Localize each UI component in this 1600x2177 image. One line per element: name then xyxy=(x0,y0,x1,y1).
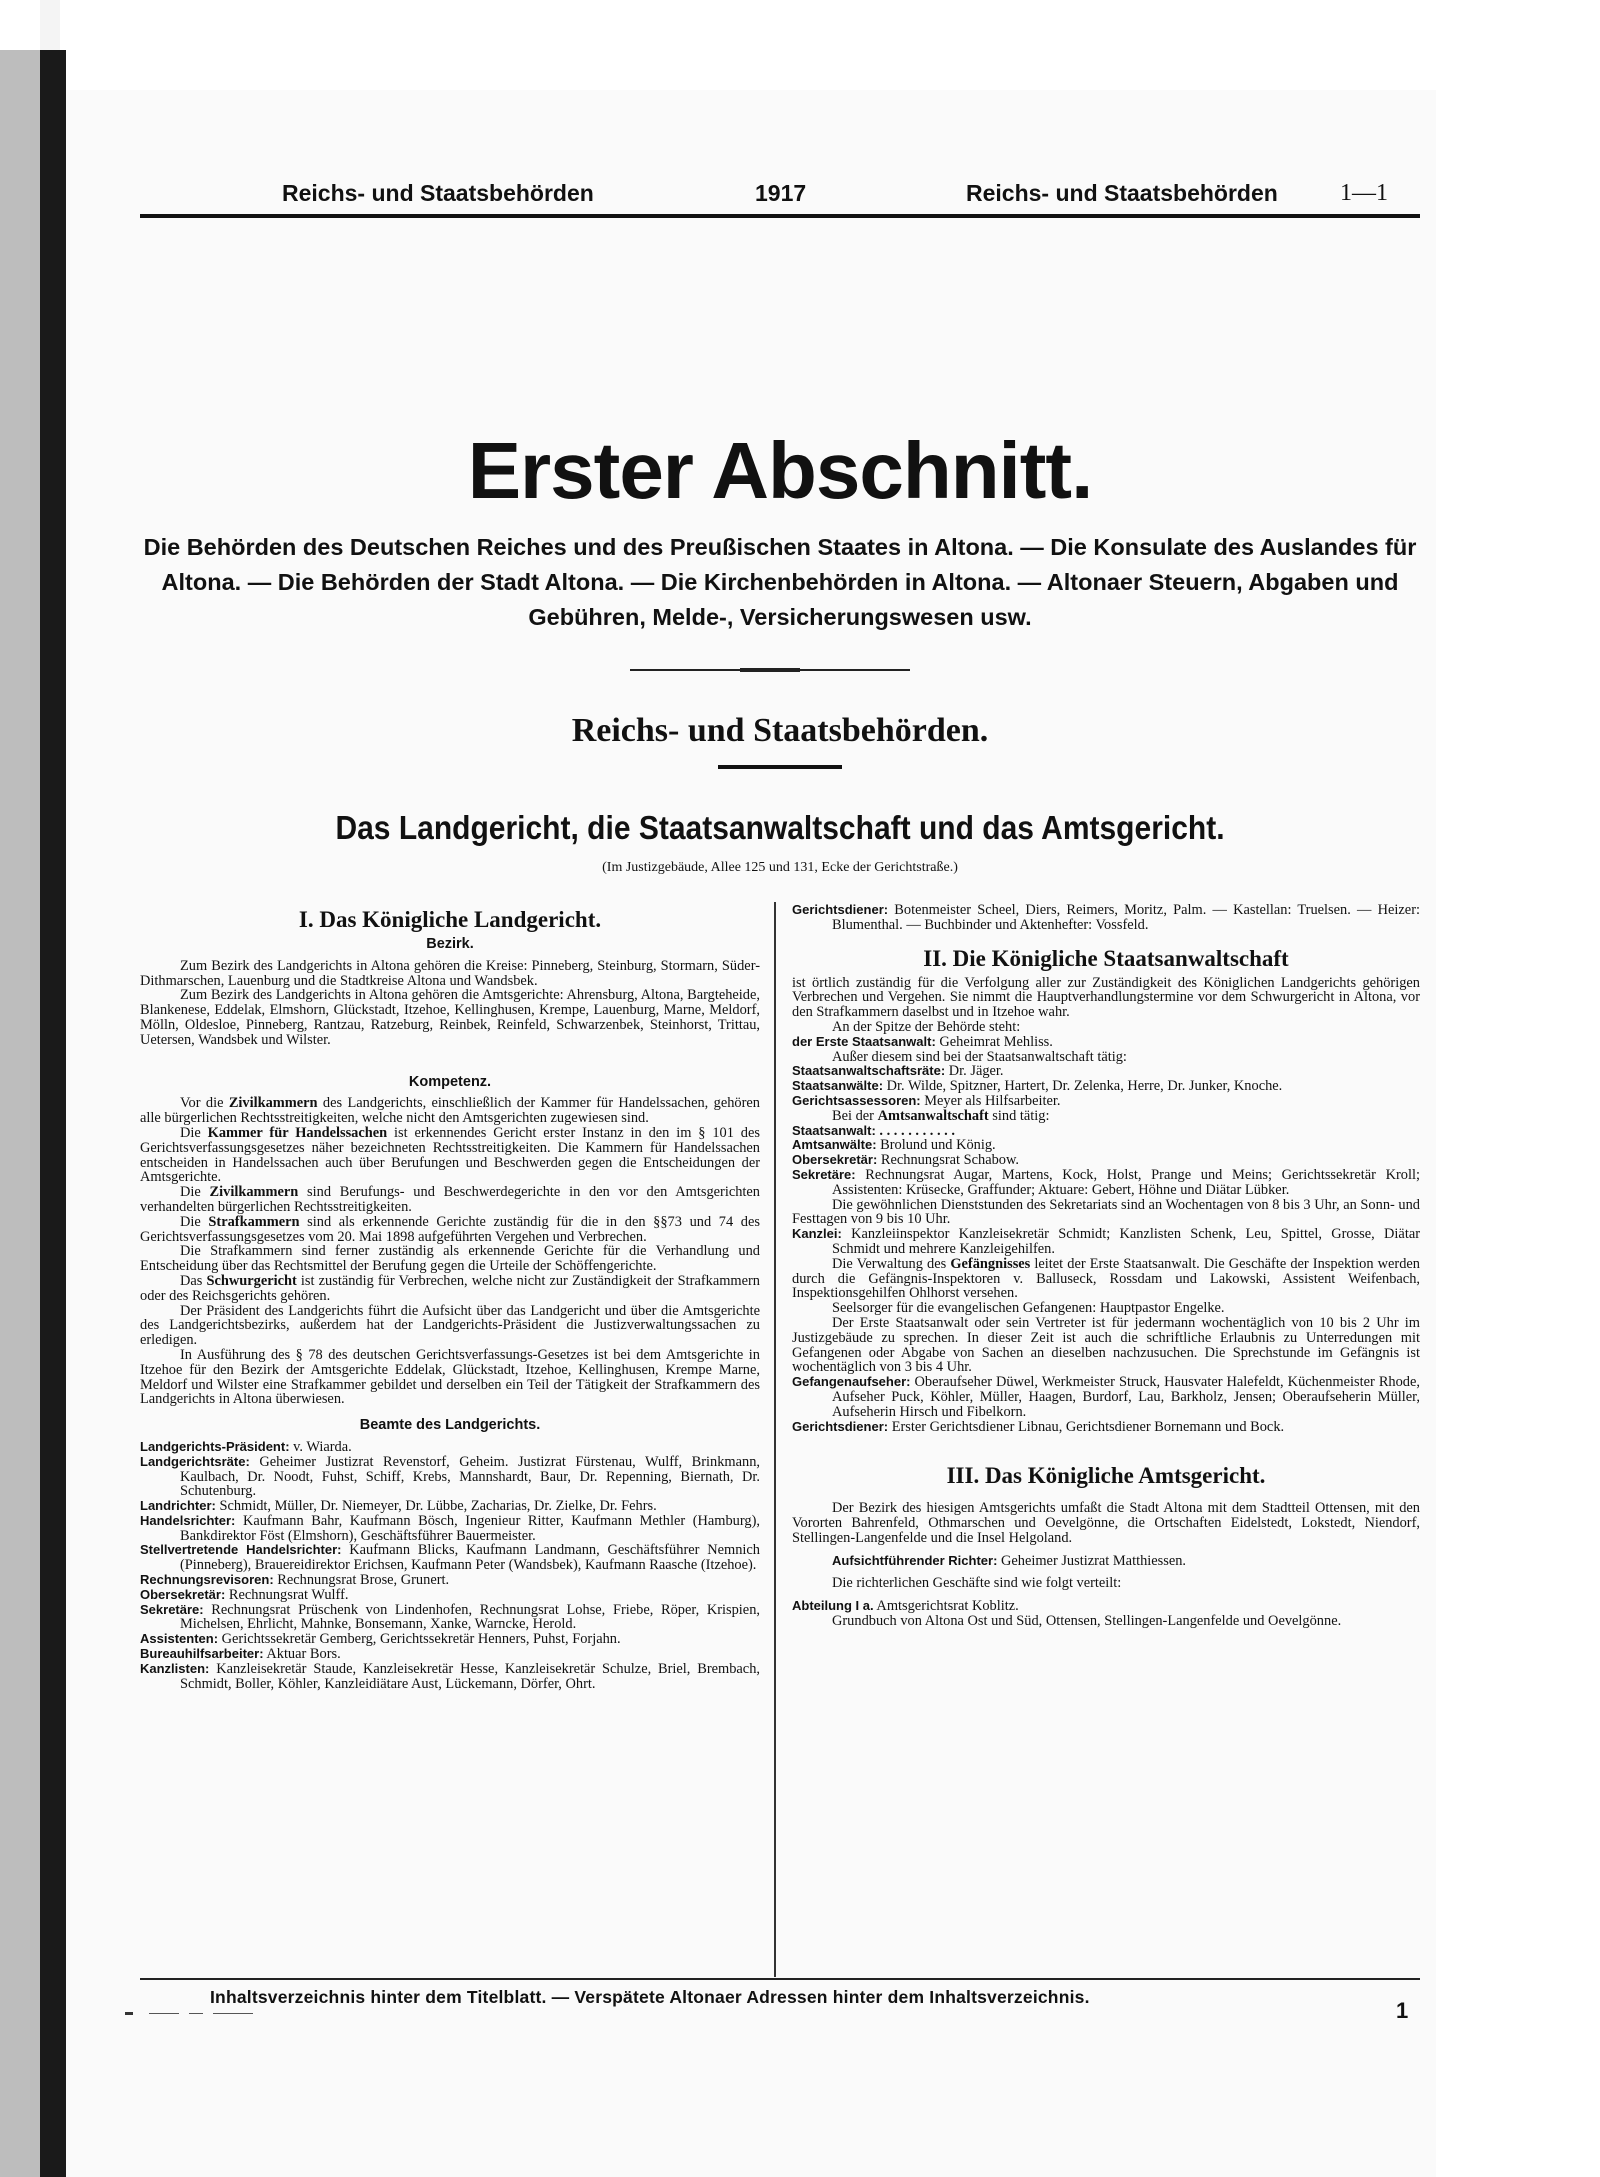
footer-dash-mark xyxy=(125,2012,265,2015)
ag-richter: Aufsichtführender Richter: Geheimer Justizrat Matthiessen. xyxy=(832,1552,1187,1569)
heading-amtsgericht: III. Das Königliche Amtsgericht. xyxy=(946,1463,1266,1489)
staff-entry: der Erste Staatsanwalt: Geheimrat Mehliss. xyxy=(792,1033,1053,1050)
staff-entry: Handelsrichter: Kaufmann Bahr, Kaufmann Bösch, Ingenieur Ritter, Kaufmann Methler (Hamburg), Bankdirektor Föst (Elmshorn), Geschäftsführer Bauermeister. xyxy=(140,1512,760,1544)
staff-entry: Obersekretär: Rechnungsrat Schabow. xyxy=(792,1152,1020,1169)
kompetenz-paragraph: In Ausführung des § 78 des deutschen Gerichtsverfassungs-Gesetzes ist bei dem Amtsgerichte in Itzehoe für den Bezirk der Amtsgerichte Eddelak, Glückstadt, Itzehoe, Kellinghusen, Krempe Marne, Meldorf und Wilster eine Strafkammer gebildet und derselben ein Teil der Tätigkeit der Strafkammern des Landgerichts in Altona überwiesen. xyxy=(140,1346,760,1408)
scan-shadow xyxy=(0,50,40,2177)
page-subtitle: Die Behörden des Deutschen Reiches und des Preußischen Staates in Altona. — Die Konsulate des Auslandes für Altona. — Die Behörden der Stadt Altona. — Die Kirchenbehörden in Altona. — Altonaer Steuern, Abgaben und Gebühren, Melde-, Versicherungswesen usw. xyxy=(143,534,1417,630)
header-page-ref: 1—1 xyxy=(1340,180,1388,206)
heading-kompetenz: Kompetenz. xyxy=(408,1073,492,1090)
staff-entry: Obersekretär: Rechnungsrat Wulff. xyxy=(140,1586,349,1603)
staff-entry: Landrichter: Schmidt, Müller, Dr. Niemeyer, Dr. Lübbe, Zacharias, Dr. Zielke, Dr. Fehrs. xyxy=(140,1498,657,1515)
heading-beamte: Beamte des Landgerichts. xyxy=(359,1417,541,1434)
kompetenz-paragraph: Die Zivilkammern sind Berufungs- und Beschwerdegerichte in den vor den Amtsgerichten verhandelten bürgerlichen Rechtsstreitigkeiten. xyxy=(140,1184,760,1215)
staff-entry: Bureauhilfsarbeiter: Aktuar Bors. xyxy=(140,1646,341,1663)
sa-paragraph: Seelsorger für die evangelischen Gefangenen: Hauptpastor Engelke. xyxy=(832,1300,1225,1317)
page-number: 1 xyxy=(1396,1998,1409,2023)
ag-abteilung: Abteilung I a. Amtsgerichtsrat Koblitz. xyxy=(792,1598,1019,1615)
bezirk-paragraph: Zum Bezirk des Landgerichts in Altona gehören die Kreise: Pinneberg, Steinburg, Stormarn, Süder-Dithmarschen, Lauenburg und die Stadtkreise Altona und Wandsbek. xyxy=(140,957,760,989)
staff-entry: Staatsanwaltschaftsräte: Dr. Jäger. xyxy=(792,1063,1004,1080)
scan-top-strip xyxy=(0,0,40,50)
staff-entry: Kanzlisten: Kanzleisekretär Staude, Kanzleisekretär Hesse, Kanzleisekretär Schulze, Briel, Brembach, Schmidt, Boller, Köhler, Kanzleidiätare Aust, Lückemann, Dörfer, Ohrt. xyxy=(140,1660,760,1692)
section-heading: Reichs- und Staatsbehörden. xyxy=(571,712,989,749)
column-bottom-rule xyxy=(140,1978,1420,1980)
ag-abteilung-detail: Grundbuch von Altona Ost und Süd, Ottensen, Stellingen-Langenfelde und Oevelgönne. xyxy=(832,1613,1342,1630)
kompetenz-paragraph: Die Strafkammern sind ferner zuständig als erkennende Gerichte für die Verhandlung und Entscheidung über das Rechtsmittel der Berufung gegen die Urteile der Schöffengerichte. xyxy=(140,1243,760,1275)
staff-entry: Amtsanwälte: Brolund und König. xyxy=(792,1137,996,1154)
court-title: Das Landgericht, die Staatsanwaltschaft und das Amtsgericht. xyxy=(335,810,1225,847)
staff-entry: Rechnungsrevisoren: Rechnungsrat Brose, Grunert. xyxy=(140,1572,450,1589)
header-rule xyxy=(140,214,1420,218)
page-title: Erster Abschnitt. xyxy=(467,426,1093,515)
ag-paragraph: Der Bezirk des hiesigen Amtsgerichts umfaßt die Stadt Altona mit dem Stadtteil Ottensen, mit den Vororten Bahrenfeld, Othmarschen und Oevelgönne, die Ortschaften Eidelstedt, Lokstedt, Niendorf, Stellingen-Langenfelde und die Insel Helgoland. xyxy=(792,1500,1420,1546)
header-left: Reichs- und Staatsbehörden xyxy=(282,180,594,206)
kompetenz-paragraph: Die Strafkammern sind als erkennende Gerichte zuständig für die in den §§73 und 74 des Gerichtsverfassungsgesetzes vom 20. Mai 1898 aufgeführten Vergehen und Verbrechen. xyxy=(140,1213,760,1245)
staff-entry: Landgerichts-Präsident: v. Wiarda. xyxy=(140,1438,352,1455)
sa-paragraph: An der Spitze der Behörde steht: xyxy=(832,1018,1021,1035)
staff-entry: Landgerichtsräte: Geheimer Justizrat Revenstorf, Geheim. Justizrat Fürstenau, Wulff, Brinkmann, Kaulbach, Dr. Noodt, Fuhst, Schiff, Krebs, Mannshardt, Baur, Dr. Repenning, Biernath, Dr. Schutenburg. xyxy=(140,1453,760,1500)
staff-entry: Staatsanwälte: Dr. Wilde, Spitzner, Hartert, Dr. Zelenka, Herre, Dr. Junker, Knoche. xyxy=(792,1078,1283,1095)
staff-entry: Gerichtsdiener: Botenmeister Scheel, Diers, Reimers, Moritz, Palm. — Kastellan: Truelsen. — Heizer: Blumenthal. — Buchbinder und Aktenhefter: Vossfeld. xyxy=(792,902,1420,933)
right-column xyxy=(792,903,1420,1629)
sa-paragraph: Außer diesem sind bei der Staatsanwaltschaft tätig: xyxy=(832,1048,1127,1065)
column-divider xyxy=(774,902,776,1977)
staff-entry: Assistenten: Gerichtssekretär Gemberg, Gerichtssekretär Henners, Puhst, Forjahn. xyxy=(140,1631,621,1648)
ornament-divider xyxy=(630,668,910,672)
heading-landgericht: I. Das Königliche Landgericht. xyxy=(298,907,602,932)
sa-paragraph: Die Verwaltung des Gefängnisses leitet der Erste Staatsanwalt. Die Geschäfte der Inspektion werden durch die Gefängnis-Inspektoren v. Balluseck, Rossdam und Lakowski, Assistent Weifenbach, Inspektionsgehilfen Ohlhorst versehen. xyxy=(792,1255,1420,1302)
court-address: (Im Justizgebäude, Allee 125 und 131, Ecke der Gerichtstraße.) xyxy=(602,860,958,875)
left-column xyxy=(140,902,760,1691)
staff-entry: Gerichtsassessoren: Meyer als Hilfsarbeiter. xyxy=(792,1092,1061,1109)
kompetenz-paragraph: Die Kammer für Handelssachen ist erkennendes Gericht erster Instanz in den im § 101 des Gerichtsverfassungsgesetzes näher bezeichneten Rechtsstreitigkeiten. Die Kammern für Handelssachen entscheiden in Handelssachen auch über Berufungen und Beschwerden gegen die Entscheidungen der Amtsgerichte. xyxy=(140,1124,760,1186)
heading-bezirk: Bezirk. xyxy=(426,936,474,952)
header-year: 1917 xyxy=(755,180,807,206)
bezirk-paragraph: Zum Bezirk des Landgerichts in Altona gehören die Amtsgerichte: Ahrensburg, Altona, Bargteheide, Blankenese, Eddelak, Elmshorn, Glückstadt, Itzehoe, Kellinghusen, Krempe, Lauenburg, Marne, Meldorf, Mölln, Oldesloe, Pinneberg, Rantzau, Ratzeburg, Reinbek, Reinfeld, Schwarzenbek, Steinhorst, Trittau, Uetersen, Wandsbek und Wilster. xyxy=(140,987,760,1048)
ag-paragraph: Die richterlichen Geschäfte sind wie folgt verteilt: xyxy=(832,1575,1122,1592)
heading-staatsanwaltschaft: II. Die Königliche Staatsanwaltschaft xyxy=(923,945,1289,971)
section-rule xyxy=(718,765,842,769)
kompetenz-paragraph: Vor die Zivilkammern des Landgerichts, einschließlich der Kammer für Handelssachen, gehören alle bürgerlichen Rechtsstreitigkeiten, welche nicht den Amtsgerichten zugewiesen sind. xyxy=(140,1095,760,1127)
sa-paragraph: Die gewöhnlichen Dienststunden des Sekretariats sind an Wochentagen von 8 bis 3 Uhr, an Sonn- und Festtagen von 9 bis 10 Uhr. xyxy=(792,1196,1420,1228)
staff-entry: Gefangenaufseher: Oberaufseher Düwel, Werkmeister Struck, Hausvater Halefeldt, Küchenmeister Rhode, Aufseher Puck, Köhler, Müller, Haagen, Burdorf, Lau, Barkholz, Jensen; Oberaufseherin Müller, Aufseherin Hirsch und Fibelkorn. xyxy=(792,1374,1420,1420)
staff-entry: Gerichtsdiener: Erster Gerichtsdiener Libnau, Gerichtsdiener Bornemann und Bock. xyxy=(792,1418,1285,1435)
staff-entry: Staatsanwalt: . . . . . . . . . . . xyxy=(792,1122,955,1139)
header-right: Reichs- und Staatsbehörden xyxy=(966,180,1278,206)
footer-note: Inhaltsverzeichnis hinter dem Titelblatt. — Verspätete Altonaer Adressen hinter dem Inhaltsverzeichnis. xyxy=(210,1987,1090,2007)
sa-paragraph: Der Erste Staatsanwalt oder sein Vertreter ist für jedermann wochentäglich von 10 bis 2 Uhr im Justizgebäude zu sprechen. In dieser Zeit ist auch die schriftliche Erlaubnis zu Unterredungen mit Gefangenen oder Abgabe von Sachen an dieselben nachzusuchen. Die Sprechstunde im Gefängnis ist wochentäglich von 3 bis 4 Uhr. xyxy=(792,1314,1420,1376)
running-header xyxy=(140,180,1420,216)
kompetenz-paragraph: Das Schwurgericht ist zuständig für Verbrechen, welche nicht zur Zuständigkeit der Strafkammern oder des Reichsgerichts gehören. xyxy=(140,1272,760,1304)
sa-paragraph: ist örtlich zuständig für die Verfolgung aller zur Zuständigkeit des Königlichen Landgerichts gehörigen Verbrechen und Vergehen. Sie nimmt die Hauptverhandlungstermine vor dem Schwurgericht in Altona, vor den Strafkammern daselbst und in Itzehoe wahr. xyxy=(792,974,1420,1021)
staff-entry: Stellvertretende Handelsrichter: Kaufmann Blicks, Kaufmann Landmann, Geschäftsführer Nemnich (Pinneberg), Brauereidirektor Erichsen, Kaufmann Peter (Wandsbek), Kaufmann Raasche (Itzehoe). xyxy=(140,1542,760,1574)
staff-entry: Sekretäre: Rechnungsrat Prüschenk von Lindenhofen, Rechnungsrat Lohse, Friebe, Röper, Krispien, Michelsen, Ehrlicht, Mahnke, Bonsemann, Xanke, Warncke, Herold. xyxy=(140,1601,760,1633)
kompetenz-paragraph: Der Präsident des Landgerichts führt die Aufsicht über das Landgericht und über die Amtsgerichte des Landgerichtsbezirks, außerdem hat der Landgerichts-Präsident die Justizverwaltungssachen zu erledigen. xyxy=(140,1302,760,1349)
staff-entry: Kanzlei: Kanzleiinspektor Kanzleisekretär Schmidt; Kanzlisten Schenk, Leu, Spittel, Grosse, Diätar Schmidt und mehrere Kanzleigehilfen. xyxy=(792,1226,1420,1257)
sa-paragraph: Bei der Amtsanwaltschaft sind tätig: xyxy=(832,1107,1050,1124)
staff-entry: Sekretäre: Rechnungsrat Augar, Martens, Kock, Holst, Prange und Meins; Gerichtssekretär Kroll; Assistenten: Krüsecke, Graffunder; Aktuare: Gebert, Höhne und Diätar Lübker. xyxy=(792,1166,1420,1198)
page-binding-edge xyxy=(40,50,66,2177)
